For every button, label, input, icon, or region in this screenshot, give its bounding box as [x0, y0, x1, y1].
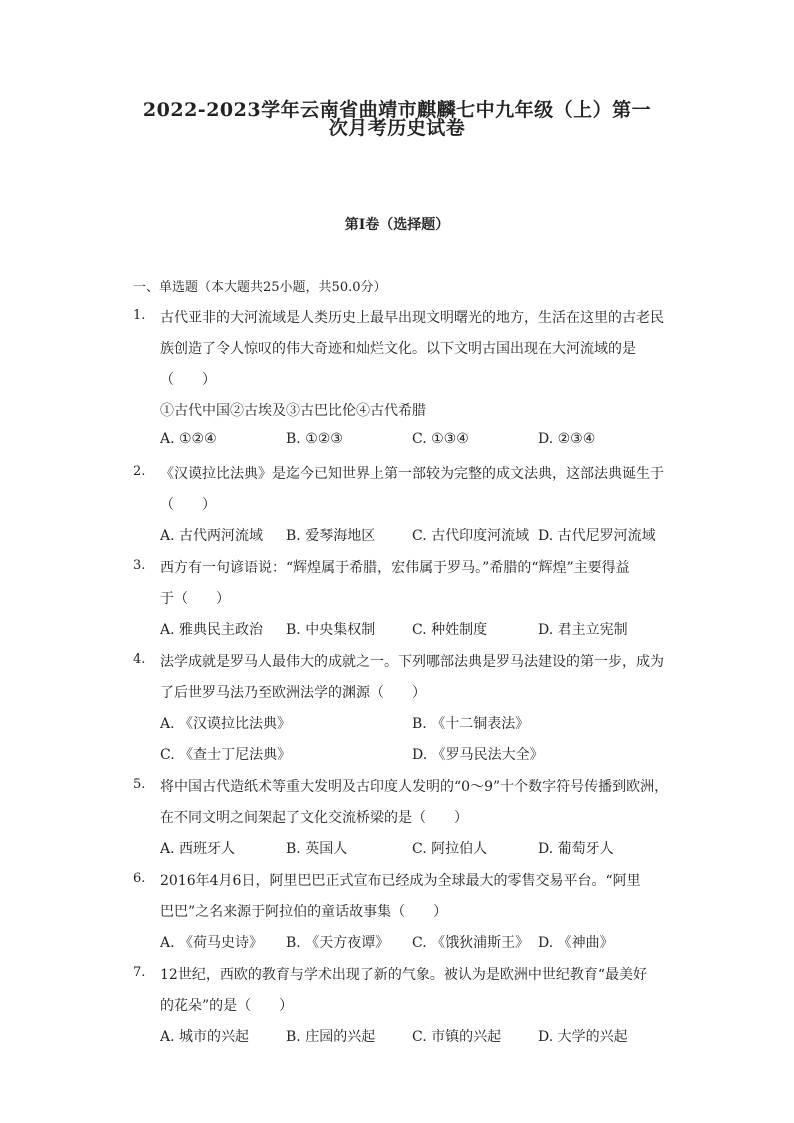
question-text-line: 12世纪，西欧的教育与学术出现了新的气象。被认为是欧洲中世纪教育“最美好 [160, 967, 647, 983]
exam-title-line-2: 次月考历史试卷 [328, 117, 466, 139]
option-d: D. 君主立宪制 [538, 622, 628, 638]
question-text-line: 于（ ） [160, 591, 230, 607]
question-number: 2. [133, 464, 146, 479]
option-d: D. 葡萄牙人 [538, 841, 614, 857]
option-c: C. 古代印度河流域 [412, 528, 530, 544]
option-b: B. 爱琴海地区 [286, 528, 376, 544]
question-text-line: 族创造了令人惊叹的伟大奇迹和灿烂文化。以下文明古国出现在大河流域的是 [160, 341, 636, 357]
question-text-line: ①古代中国②古埃及③古巴比伦④古代希腊 [160, 403, 426, 419]
option-c: C. 阿拉伯人 [412, 841, 488, 857]
option-d: D. ②③④ [538, 431, 596, 447]
option-c: C. 《查士丁尼法典》 [160, 747, 292, 763]
option-c: C. 市镇的兴起 [412, 1029, 502, 1045]
question-text-line: 法学成就是罗马人最伟大的成就之一。下列哪部法典是罗马法建设的第一步，成为 [160, 654, 664, 670]
option-b: B. 《十二铜表法》 [412, 716, 530, 732]
question-text-line: 2016年4月6日，阿里巴巴正式宣布已经成为全球最大的零售交易平台。“阿里 [160, 873, 641, 889]
question-number: 5. [133, 777, 146, 792]
exam-title-line-1: 2022-2023学年云南省曲靖市麒麟七中九年级（上）第一 [142, 99, 652, 121]
question-number: 6. [133, 871, 146, 886]
question-text-line: 古代亚非的大河流域是人类历史上最早出现文明曙光的地方，生活在这里的古老民 [160, 310, 664, 326]
volume-heading: 第I卷（选择题） [344, 217, 450, 233]
question-text-line: 西方有一句谚语说：“辉煌属于希腊，宏伟属于罗马。”希腊的“辉煌”主要得益 [160, 560, 630, 576]
option-a: A. 《汉谟拉比法典》 [160, 716, 292, 732]
option-a: A. 雅典民主政治 [160, 622, 264, 638]
option-b: B. ①②③ [286, 431, 343, 447]
answer-blank: （ ） [160, 497, 216, 513]
option-a: A. 《荷马史诗》 [160, 935, 264, 951]
question-text-line: 巴巴”之名来源于阿拉伯的童话故事集（ ） [160, 904, 448, 920]
option-b: B. 中央集权制 [286, 622, 376, 638]
question-number: 7. [133, 965, 146, 980]
option-d: D. 大学的兴起 [538, 1029, 628, 1045]
option-a: A. 城市的兴起 [160, 1029, 250, 1045]
option-b: B. 英国人 [286, 841, 348, 857]
question-text-line: 《汉谟拉比法典》是迄今已知世界上第一部较为完整的成文法典，这部法典诞生于 [160, 466, 664, 482]
question-text-line: 了后世罗马法乃至欧洲法学的渊源（ ） [160, 685, 426, 701]
option-c: C. 种姓制度 [412, 622, 488, 638]
answer-blank: （ ） [160, 372, 216, 388]
option-c: C. ①③④ [412, 431, 469, 447]
option-d: D. 《罗马民法大全》 [412, 747, 544, 763]
option-b: B. 庄园的兴起 [286, 1029, 376, 1045]
question-number: 4. [133, 652, 146, 667]
question-number: 3. [133, 558, 146, 573]
option-a: A. ①②④ [160, 431, 217, 447]
question-text-line: 将中国古代造纸术等重大发明及古印度人发明的“0～9”十个数字符号传播到欧洲， [160, 779, 669, 795]
question-text-line: 的花朵”的是（ ） [160, 998, 294, 1014]
option-a: A. 西班牙人 [160, 841, 236, 857]
option-d: D. 《神曲》 [538, 935, 614, 951]
option-b: B. 《天方夜谭》 [286, 935, 390, 951]
question-text-line: 在不同文明之间架起了文化交流桥梁的是（ ） [160, 810, 468, 826]
section-heading: 一、单选题（本大题共25小题，共50.0分） [133, 280, 387, 295]
option-d: D. 古代尼罗河流域 [538, 528, 656, 544]
option-a: A. 古代两河流域 [160, 528, 264, 544]
option-c: C. 《饿狄浦斯王》 [412, 935, 530, 951]
question-number: 1. [133, 308, 146, 323]
